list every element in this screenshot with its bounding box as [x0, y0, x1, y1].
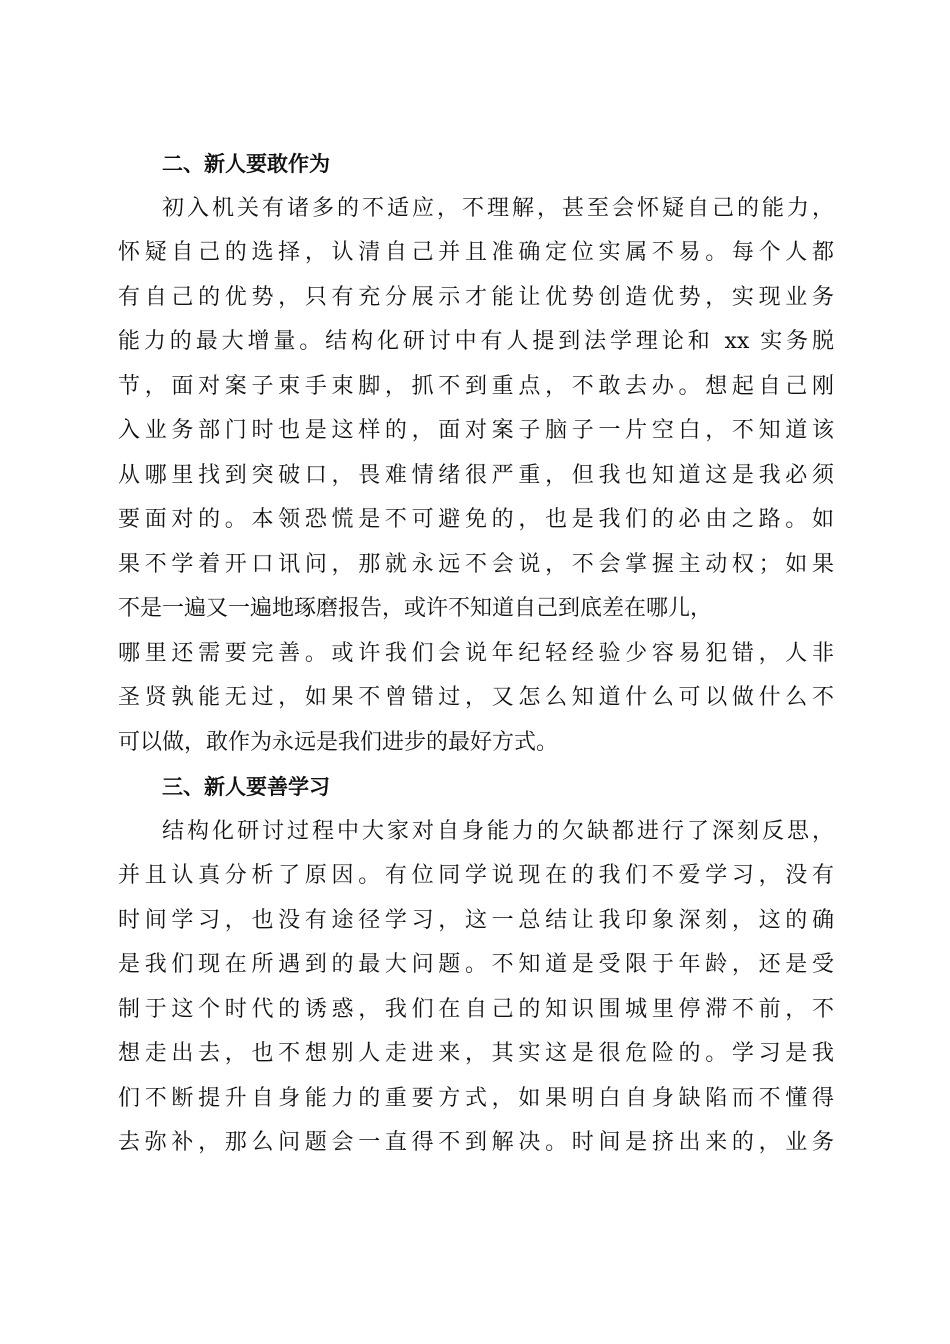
paragraph-line: 能力的最大增量。结构化研讨中有人提到法学理论和 xx 实务脱 — [118, 329, 834, 354]
paragraph-line: 果不学着开口讯问，那就永远不会说，不会掌握主动权；如果 — [118, 551, 834, 577]
section-2-paragraph — [118, 187, 834, 766]
paragraph-line: 节，面对案子束手束脚，抓不到重点，不敢去办。想起自己刚 — [118, 373, 834, 399]
paragraph-line: 是我们现在所遇到的最大问题。不知道是受限于年龄，还是受 — [118, 952, 834, 977]
section-heading-3: 三、新人要善学习 — [162, 775, 330, 799]
paragraph-line: 有自己的优势，只有充分展示才能让优势创造优势，实现业务 — [118, 284, 834, 310]
paragraph-line: 并且认真分析了原因。有位同学说现在的我们不爱学习，没有 — [118, 863, 834, 888]
paragraph-line: 初入机关有诸多的不适应，不理解，甚至会怀疑自己的能力， — [162, 195, 834, 221]
document-body — [118, 142, 834, 1166]
paragraph-line: 制于这个时代的诱惑，我们在自己的知识围城里停滞不前，不 — [118, 996, 834, 1022]
paragraph-line: 去弥补，那么问题会一直得不到解决。时间是挤出来的，业务 — [118, 1130, 834, 1155]
paragraph-line: 不是一遍又一遍地琢磨报告，或许不知道自己到底差在哪儿， — [118, 596, 713, 621]
paragraph-line: 们不断提升自身能力的重要方式，如果明白自身缺陷而不懂得 — [118, 1085, 834, 1111]
paragraph-line: 怀疑自己的选择，认清自己并且准确定位实属不易。每个人都 — [118, 240, 834, 265]
paragraph-line: 时间学习，也没有途径学习，这一总结让我印象深刻，这的确 — [118, 907, 834, 933]
paragraph-line: 可以做，敢作为永远是我们进步的最好方式。 — [118, 729, 559, 755]
paragraph-line: 结构化研讨过程中大家对自身能力的欠缺都进行了深刻反思， — [162, 818, 834, 844]
section-3-paragraph — [118, 810, 834, 1166]
paragraph-line: 哪里还需要完善。或许我们会说年纪轻经验少容易犯错，人非 — [118, 640, 834, 666]
paragraph-line: 圣贤孰能无过，如果不曾错过，又怎么知道什么可以做什么不 — [118, 685, 834, 710]
paragraph-line: 想走出去，也不想别人走进来，其实这是很危险的。学习是我 — [118, 1041, 834, 1066]
paragraph-line: 入业务部门时也是这样的，面对案子脑子一片空白，不知道该 — [118, 418, 834, 443]
paragraph-line: 从哪里找到突破口，畏难情绪很严重，但我也知道这是我必须 — [118, 462, 834, 488]
paragraph-line: 要面对的。本领恐慌是不可避免的，也是我们的必由之路。如 — [118, 507, 834, 532]
section-heading-2: 二、新人要敢作为 — [162, 152, 330, 176]
